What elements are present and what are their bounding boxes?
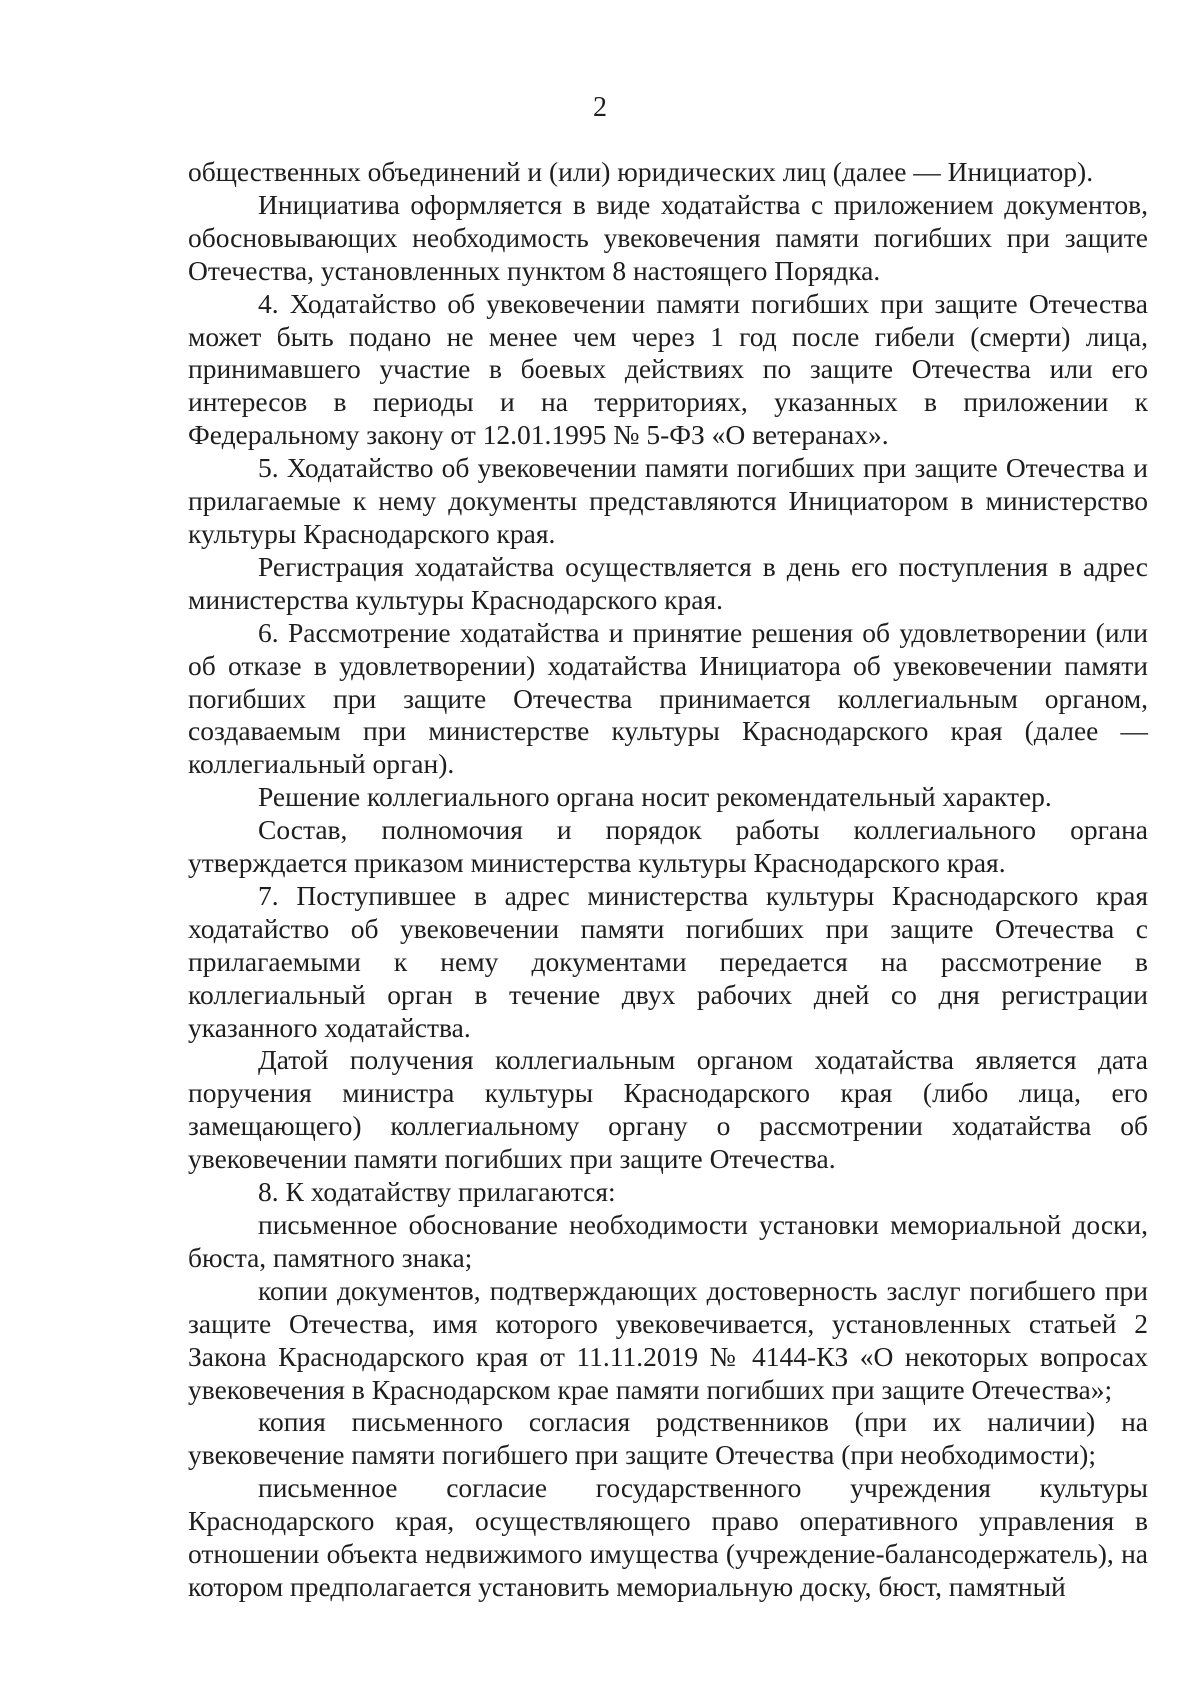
paragraph-receipt-date: Датой получения коллегиальным органом ходатайства является дата поручения министра культуры Краснодарского края (либо лица, его замещающего) коллегиальному органу о рассмотрении ходатайства об увековечении памяти погибших при защите Отечества. xyxy=(188,1044,1148,1175)
paragraph-justification: письменное обоснование необходимости установки мемориальной доски, бюста, памятного знака; xyxy=(188,1209,1148,1273)
paragraph-continuation: общественных объединений и (или) юридических лиц (далее — Инициатор). xyxy=(188,156,1094,187)
paragraph-item-7: 7. Поступившее в адрес министерства культуры Краснодарского края ходатайство об увековечении памяти погибших при защите Отечества с прилагаемыми к нему документами передается на рассмотрение в коллегиальный орган в течение двух рабочих дней со дня регистрации указанного ходатайства. xyxy=(188,879,1148,1043)
paragraph-registration: Регистрация ходатайства осуществляется в день его поступления в адрес министерства культуры Краснодарского края. xyxy=(188,550,1148,615)
paragraph-decision: Решение коллегиального органа носит рекомендательный характер. xyxy=(258,781,1052,813)
paragraph-composition: Состав, полномочия и порядок работы коллегиального органа утверждается приказом министерства культуры Краснодарского края. xyxy=(188,814,1148,879)
paragraph-initiative: Инициатива оформляется в виде ходатайства с приложением документов, обосновывающих необходимость увековечения памяти погибших при защите Отечества, установленных пунктом 8 настоящего Порядка. xyxy=(188,188,1148,286)
document-body xyxy=(188,156,1148,1604)
paragraph-relatives-consent: копия письменного согласия родственников (при их наличии) на увековечение памяти погибшего при защите Отечества (при необходимости); xyxy=(188,1406,1148,1471)
paragraph-item-8: 8. К ходатайству прилагаются: xyxy=(258,1176,616,1208)
paragraph-item-4: 4. Ходатайство об увековечении памяти погибших при защите Отечества может быть подано не менее чем через 1 год после гибели (смерти) лица, принимавшего участие в боевых действиях по защите Отечества или его интересов в периоды и на территориях, указанных в приложении к Федеральному закону от 12.01.1995 № 5-ФЗ «О ветеранах». xyxy=(188,287,1148,451)
paragraph-institution-consent: письменное согласие государственного учреждения культуры Краснодарского края, осуществляющего право оперативного управления в отношении объекта недвижимого имущества (учреждение-балансодержатель), на котором предполагается установить мемориальную доску, бюст, памятный xyxy=(188,1472,1148,1602)
paragraph-document-copies: копии документов, подтверждающих достоверность заслуг погибшего при защите Отечества, имя которого увековечивается, установленных статьей 2 Закона Краснодарского края от 11.11.2019 № 4144-КЗ «О некоторых вопросах увековечения в Краснодарском крае памяти погибших при защите Отечества»; xyxy=(188,1274,1148,1405)
paragraph-item-5: 5. Ходатайство об увековечении памяти погибших при защите Отечества и прилагаемые к нему документы представляются Инициатором в министерство культуры Краснодарского края. xyxy=(188,452,1148,549)
page-number: 2 xyxy=(593,92,607,123)
paragraph-item-6: 6. Рассмотрение ходатайства и принятие решения об удовлетворении (или об отказе в удовлетворении) ходатайства Инициатора об увековечении памяти погибших при защите Отечества принимается коллегиальным органом, создаваемым при министерстве культуры Краснодарского края (далее — коллегиальный орган). xyxy=(188,616,1148,780)
